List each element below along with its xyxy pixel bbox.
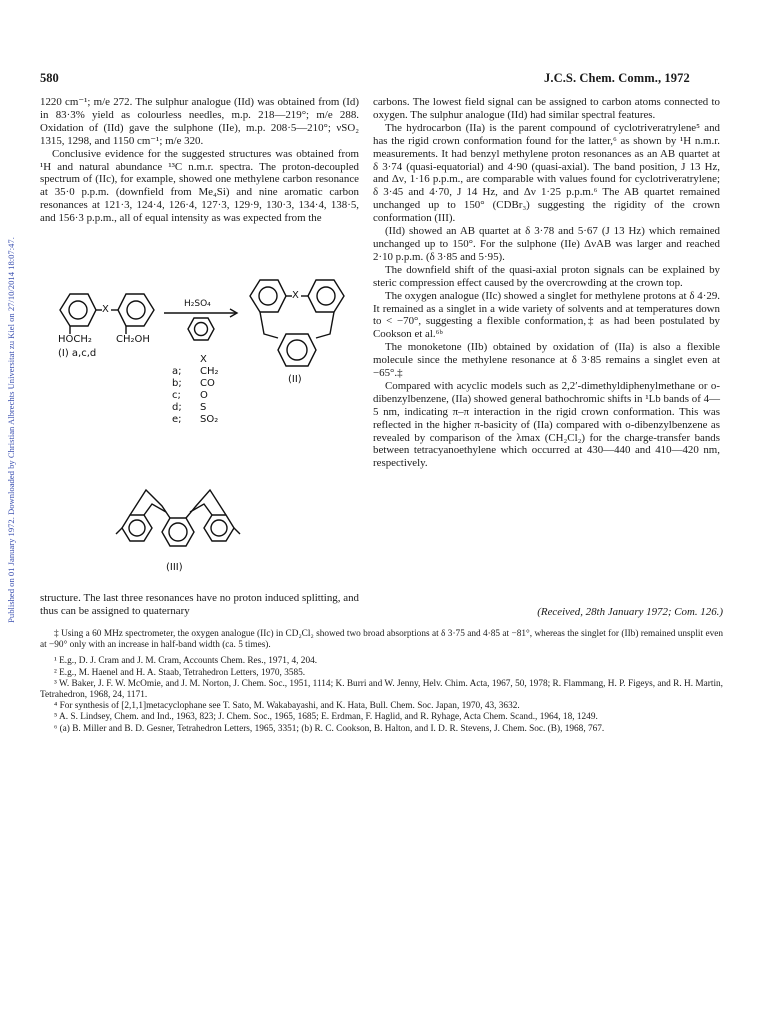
paragraph: The oxygen analogue (IIc) showed a singlet for methylene protons at δ 4·29. It remained as a singlet in a wide variety of solvents and at temperatures down to < −70°, suggesting a flexible conformation,‡ as had been postulated by Cookson et al.⁶ᵇ (373, 289, 720, 341)
benzene-ring (278, 334, 316, 366)
x-table-key: e; (172, 414, 182, 425)
right-column (373, 96, 720, 470)
substituent-label-left: HOCH₂ (58, 334, 92, 345)
reaction-scheme-figure (40, 268, 370, 588)
bridge-x-label: X (102, 304, 109, 315)
compound-II-label: (II) (288, 374, 302, 385)
reference-item: ² E.g., M. Haenel and H. A. Staab, Tetrahedron Letters, 1970, 3585. (54, 667, 306, 678)
x-table-key: b; (172, 378, 182, 389)
x-table-heading: X (200, 354, 207, 365)
substituent-label-right: CH₂OH (116, 334, 150, 345)
journal-header: J.C.S. Chem. Comm., 1972 (544, 71, 690, 85)
benzene-ring (250, 280, 286, 312)
footnote-star: ‡ Using a 60 MHz spectrometer, the oxygen analogue (IIc) in CD₂Cl₂ showed two broad absorptions at δ 3·75 and 4·85 at −81°, whereas the singlet for (IIb) remained unsplit even at −90° only with an increase in half-band width (ca. 5 times). (40, 629, 723, 651)
left-column-bottom (40, 592, 359, 618)
x-table-key: d; (172, 402, 182, 413)
aromatic-circle (129, 520, 145, 536)
reference-item: ³ W. Baker, J. F. W. McOmie, and J. M. Norton, J. Chem. Soc., 1951, 1114; K. Burri and W. Jenny, Helv. Chim. Acta, 1967, 50, 1978; R. Flammang, H. P. Figeys, and R. H. Martin, Tetrahedron, 1968, 24, 1171. (40, 678, 723, 701)
reference-item: ⁶ (a) B. Miller and B. D. Gesner, Tetrahedron Letters, 1965, 3351; (b) R. C. Cookson, B. Halton, and I. D. R. Stevens, J. Chem. Soc. (B), 1968, 767. (54, 723, 605, 734)
paragraph: The downfield shift of the quasi-axial proton signals can be explained by steric compression effect caused by the overcrowding at the crown top. (373, 263, 720, 289)
publication-note-text: Published on 01 January 1972. Downloaded by Christian Albrechts Universitat zu Kiel on 27/10/2014 18:07:47. (6, 237, 16, 623)
x-table-value: CO (200, 378, 215, 389)
compound-I-label: (I) a,c,d (58, 348, 97, 359)
aromatic-circle (127, 301, 145, 319)
aromatic-circle (287, 340, 307, 360)
paragraph: Compared with acyclic models such as 2,2′-dimethyldiphenylmethane or o-dibenzylbenzene, (IIa) showed general bathochromic shifts in ¹Lb bands of 4—5 nm, indicating π–π interaction in the rigid crown conformation. This was reflected in the higher π-basicity of (IIa) compared with o-dibenzylbenzene as revealed by comparison of the λmax (CH₂Cl₂) for the charge-transfer bands between tetracyanoethylene which occurred at 430—440 and 410—420 nm, respectively. (373, 379, 720, 470)
page-number: 580 (40, 71, 59, 85)
paragraph: Conclusive evidence for the suggested structures was obtained from ¹H and natural abundance ¹³C n.m.r. spectra. The proton-decoupled spectrum of (IIc), for example, showed one methylene carbon resonance at 35·0 p.p.m. (downfield from Me₄Si) and nine aromatic carbon resonances at 121·3, 124·4, 126·4, 127·3, 129·9, 130·3, 134·4, 138·5, and 156·3 p.p.m., all of equal intensity as was expected from the (40, 147, 359, 225)
benzene-ring (122, 515, 152, 541)
x-table-value: SO₂ (200, 414, 219, 425)
benzene-ring (204, 515, 234, 541)
publication-side-note (0, 160, 22, 700)
aromatic-circle (317, 287, 335, 305)
aromatic-circle (195, 323, 208, 336)
benzene-ring (60, 294, 96, 326)
reference-item: ⁵ A. S. Lindsey, Chem. and Ind., 1963, 823; J. Chem. Soc., 1965, 1685; E. Erdman, F. Haglid, and R. Ryhage, Acta Chem. Scand., 1964, 18, 1249. (54, 712, 598, 723)
aromatic-circle (169, 523, 187, 541)
benzene-ring (162, 518, 194, 546)
x-table-key: a; (172, 366, 182, 377)
aromatic-circle (211, 520, 227, 536)
paragraph: (IId) showed an AB quartet at δ 3·78 and 5·67 (J 13 Hz) which remained unchanged up to 150°. For the sulphone (IIe) ΔνAB was larger and reached 2·10 p.p.m. (δ 3·85 and 5·95). (373, 225, 720, 263)
paragraph: carbons. The lowest field signal can be assigned to carbon atoms connected to oxygen. The sulphur analogue (IId) had similar spectral features. (373, 96, 720, 121)
paragraph: The monoketone (IIb) obtained by oxidation of (IIa) is also a flexible molecule since the methylene resonance at δ 3·85 remains a singlet even at −65°.‡ (373, 341, 720, 380)
x-table-key: c; (172, 390, 181, 401)
compound-III-label: (III) (166, 562, 183, 573)
reference-item: ⁴ For synthesis of [2,1,1]metacyclophane see T. Sato, M. Wakabayashi, and K. Hata, Bull. Chem. Soc. Japan, 1970, 43, 3632. (54, 701, 520, 712)
paragraph: 1220 cm⁻¹; m/e 272. The sulphur analogue (IId) was obtained from (Id) in 83·3% yield as colourless needles, m.p. 218—219°; m/e 288. Oxidation of (IId) gave the sulphone (IIe), m.p. 208·5—210°; νSO₂ 1315, 1298, and 1150 cm⁻¹; m/e 320. (40, 96, 359, 147)
aromatic-circle (259, 287, 277, 305)
bridge-x-label: X (292, 290, 299, 301)
benzene-ring (308, 280, 344, 312)
x-table-value: S (200, 402, 207, 413)
received-date: (Received, 28th January 1972; Com. 126.) (537, 606, 723, 618)
left-column-top (40, 96, 359, 225)
paragraph: The hydrocarbon (IIa) is the parent compound of cyclotriveratrylene⁵ and has the rigid crown conformation found for the latter,⁶ as shown by ¹H n.m.r. measurements. It had benzyl methylene proton resonances as an AB quartet at δ 3·74 (quasi-equatorial) and 4·90 (quasi-axial). The band position, J 13 Hz, and Δν, 1·16 p.p.m., are comparable with values found for cyclotriveratrylene; δ 3·45 and 4·70, J 14 Hz, and Δν 1·25 p.p.m.⁶ The AB quartet remained unchanged up to 150° (CDBr₃) suggesting the rigidity of the crown conformation (III). (373, 121, 720, 225)
benzene-ring (188, 318, 214, 340)
benzene-ring (118, 294, 154, 326)
aromatic-circle (69, 301, 87, 319)
chemical-structures-drawing (40, 268, 370, 588)
x-table-value: O (200, 390, 208, 401)
x-table-value: CH₂ (200, 366, 219, 377)
footnotes (40, 629, 723, 735)
paragraph: structure. The last three resonances have no proton induced splitting, and thus can be assigned to quaternary (40, 592, 359, 617)
reagent-label: H₂SO₄ (184, 299, 211, 309)
reference-item: ¹ E.g., D. J. Cram and J. M. Cram, Accounts Chem. Res., 1971, 4, 204. (54, 656, 318, 667)
